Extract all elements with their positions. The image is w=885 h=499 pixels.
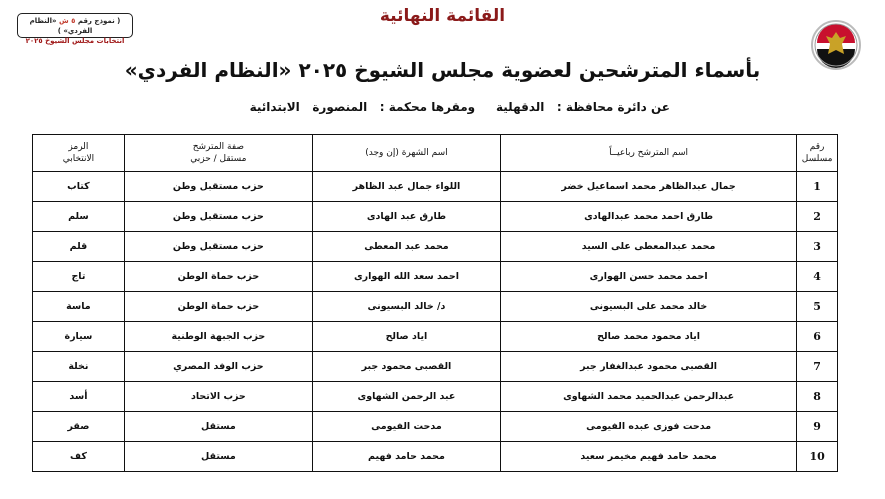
table-row <box>33 232 838 262</box>
header-type-line2: مستقل / حزبي <box>190 154 247 164</box>
symbol-cell: تاج <box>33 262 125 292</box>
symbol-cell: ماسة <box>33 292 125 322</box>
full-name-cell: محمد حامد فهيم مخيمر سعيد <box>501 442 797 472</box>
table-row <box>33 172 838 202</box>
known-name-cell: د/ خالد البسيونى <box>312 292 500 322</box>
full-name-cell: جمال عبدالظاهر محمد اسماعيل خضر <box>501 172 797 202</box>
known-name-cell: محمد عبد المعطى <box>312 232 500 262</box>
candidate-type-cell: حزب مستقبل وطن <box>124 202 312 232</box>
known-name-cell: عبد الرحمن الشهاوى <box>312 382 500 412</box>
header-known-name: اسم الشهرة (إن وجد) <box>312 135 500 172</box>
symbol-cell: قلم <box>33 232 125 262</box>
candidate-type-cell: حزب الوفد المصري <box>124 352 312 382</box>
table-row <box>33 382 838 412</box>
known-name-cell: اللواء جمال عبد الظاهر <box>312 172 500 202</box>
header-serial-line1: رقم <box>809 142 825 152</box>
full-name-cell: عبدالرحمن عبدالحميد محمد الشهاوى <box>501 382 797 412</box>
table-row <box>33 322 838 352</box>
known-name-cell: القصبى محمود جبر <box>312 352 500 382</box>
candidate-type-cell: حزب حماة الوطن <box>124 292 312 322</box>
district-info: عن دائرة محافظة : الدقهلية ومقرها محكمة : المنصورة الابتدائية <box>249 100 670 114</box>
serial-cell: 4 <box>797 262 838 292</box>
table-row <box>33 292 838 322</box>
document-title: بأسماء المترشحين لعضوية مجلس الشيوخ ٢٠٢٥ «النظام الفردي» <box>124 58 761 82</box>
header-full-name: اسم المترشح رباعيــاً <box>501 135 797 172</box>
symbol-cell: كف <box>33 442 125 472</box>
serial-cell: 5 <box>797 292 838 322</box>
form-system: «النظام الفردي» ) <box>29 17 93 35</box>
header-candidate-type <box>124 135 312 172</box>
table-row <box>33 352 838 382</box>
serial-cell: 10 <box>797 442 838 472</box>
serial-cell: 6 <box>797 322 838 352</box>
election-name: انتخابات مجلس الشيوخ ٢٠٢٥ <box>25 37 125 45</box>
table-row <box>33 262 838 292</box>
symbol-cell: سلم <box>33 202 125 232</box>
serial-cell: 8 <box>797 382 838 412</box>
header-serial <box>797 135 838 172</box>
known-name-cell: طارق عبد الهادى <box>312 202 500 232</box>
table-row <box>33 442 838 472</box>
full-name-cell: طارق احمد محمد عبدالهادى <box>501 202 797 232</box>
table-row <box>33 412 838 442</box>
full-name-cell: مدحت فوزى عبده الفيومى <box>501 412 797 442</box>
symbol-cell: نخلة <box>33 352 125 382</box>
known-name-cell: اياد صالح <box>312 322 500 352</box>
known-name-cell: محمد حامد فهيم <box>312 442 500 472</box>
table-header-row <box>33 135 838 172</box>
candidate-type-cell: حزب حماة الوطن <box>124 262 312 292</box>
full-name-cell: اياد محمود محمد صالح <box>501 322 797 352</box>
candidates-table <box>32 134 838 472</box>
candidate-type-cell: حزب الجبهة الوطنية <box>124 322 312 352</box>
form-code: ٥ ش <box>59 17 76 25</box>
full-name-cell: خالد محمد على البسيونى <box>501 292 797 322</box>
serial-cell: 3 <box>797 232 838 262</box>
candidate-type-cell: حزب مستقبل وطن <box>124 232 312 262</box>
candidate-type-cell: مستقل <box>124 412 312 442</box>
full-name-cell: محمد عبدالمعطى على السيد <box>501 232 797 262</box>
header-type-line1: صفة المترشح <box>192 142 245 152</box>
serial-cell: 1 <box>797 172 838 202</box>
symbol-cell: أسد <box>33 382 125 412</box>
known-name-cell: احمد سعد الله الهوارى <box>312 262 500 292</box>
candidate-type-cell: مستقل <box>124 442 312 472</box>
serial-cell: 7 <box>797 352 838 382</box>
serial-cell: 2 <box>797 202 838 232</box>
serial-cell: 9 <box>797 412 838 442</box>
final-list-title: القائمة النهائية <box>379 6 506 26</box>
candidate-type-cell: حزب مستقبل وطن <box>124 172 312 202</box>
full-name-cell: احمد محمد حسن الهوارى <box>501 262 797 292</box>
form-label: ( نموذج رقم <box>77 17 121 25</box>
full-name-cell: القصبى محمود عبدالغفار جبر <box>501 352 797 382</box>
header-serial-line2: مسلسل <box>801 154 833 164</box>
header-symbol-line2: الانتخابي <box>62 154 95 164</box>
symbol-cell: سيارة <box>33 322 125 352</box>
header-symbol-line1: الرمز <box>68 142 89 152</box>
symbol-cell: كتاب <box>33 172 125 202</box>
header-symbol <box>33 135 125 172</box>
candidate-type-cell: حزب الاتحاد <box>124 382 312 412</box>
symbol-cell: صقر <box>33 412 125 442</box>
table-row <box>33 202 838 232</box>
known-name-cell: مدحت الفيومى <box>312 412 500 442</box>
